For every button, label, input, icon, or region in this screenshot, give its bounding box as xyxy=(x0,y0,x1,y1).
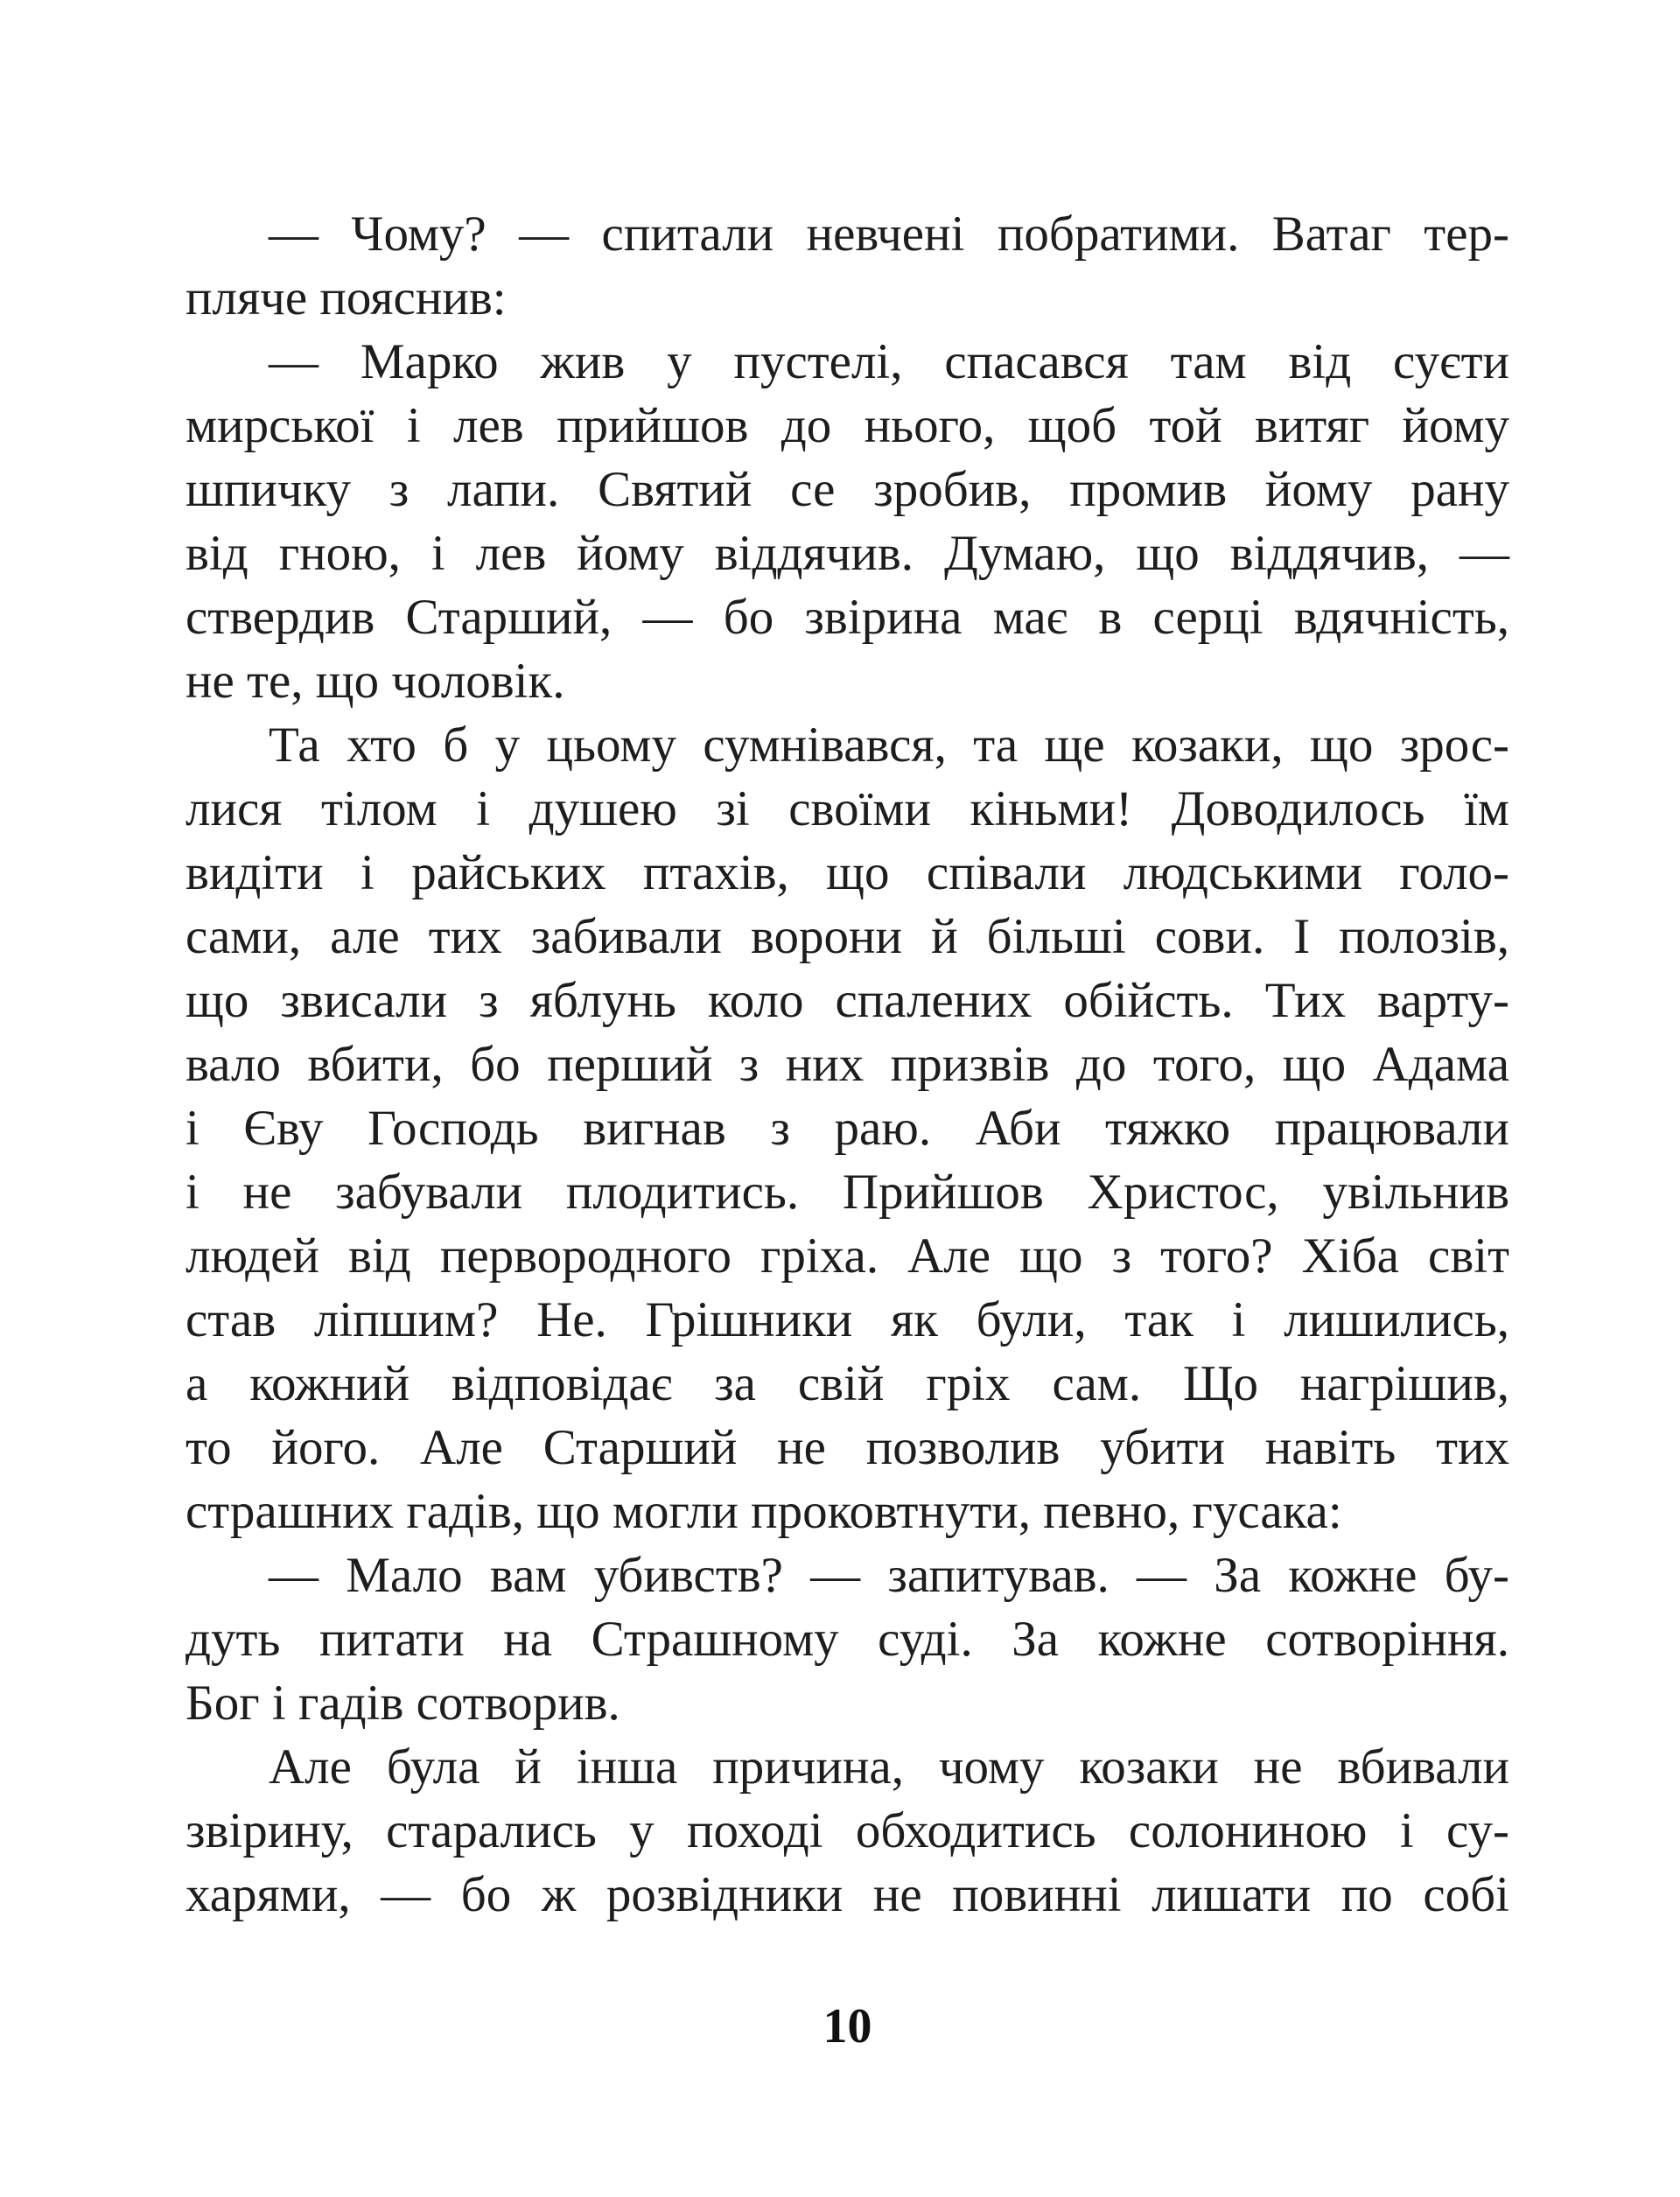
text-line: а кожний відповідає за свій гріх сам. Що нагрішив, xyxy=(186,1356,1509,1411)
text-line: то його. Але Старший не позволив убити навіть тих xyxy=(186,1420,1509,1475)
text-line: і не забували плодитись. Прийшов Христос, увільнив xyxy=(186,1165,1509,1220)
text-line: Але була й інша причина, чому козаки не вбивали xyxy=(269,1739,1509,1795)
text-line: звірину, старались у поході обходитись солониною і су- xyxy=(186,1803,1509,1858)
paragraph xyxy=(186,202,1509,330)
text-line: від гною, і лев йому віддячив. Думаю, що віддячив, — xyxy=(186,526,1509,581)
text-line: Та хто б у цьому сумнівався, та ще козаки, що зрос- xyxy=(269,717,1509,773)
text-line: — Мало вам убивств? — запитував. — За кожне бу- xyxy=(269,1548,1509,1603)
text-line: людей від первородного гріха. Але що з того? Хіба світ xyxy=(186,1228,1509,1284)
text-line: ствердив Старший, — бо звірина має в серці вдячність, xyxy=(186,590,1509,645)
body-text xyxy=(186,202,1509,1927)
text-line: дуть питати на Страшному суді. За кожне сотворіння. xyxy=(186,1612,1509,1667)
text-line: видіти і райських птахів, що співали людськими голо- xyxy=(186,845,1509,900)
text-line: страшних гадів, що могли проковтнути, певно, гусака: xyxy=(186,1484,1342,1539)
paragraph xyxy=(186,713,1509,1543)
text-line: що звисали з яблунь коло спалених обійсть. Тих варту- xyxy=(186,973,1509,1028)
text-line: не те, що чоловік. xyxy=(186,654,565,709)
text-line: вало вбити, бо перший з них призвів до того, що Адама xyxy=(186,1037,1509,1092)
page-footer xyxy=(186,1998,1509,2056)
text-line: лися тілом і душею зі своїми кіньми! Доводилось їм xyxy=(186,781,1509,836)
page-number: 10 xyxy=(822,1999,872,2054)
text-line: — Чому? — спитали невчені побратими. Ватаг тер- xyxy=(269,206,1509,262)
text-line: шпичку з лапи. Святий се зробив, промив йому рану xyxy=(186,462,1509,517)
text-line: сами, але тих забивали ворони й більші сови. І полозів, xyxy=(186,909,1509,964)
text-line: — Марко жив у пустелі, спасався там від суєти xyxy=(269,334,1509,389)
text-line: харями, — бо ж розвідники не повинні лишати по собі xyxy=(186,1867,1509,1922)
paragraph xyxy=(186,330,1509,713)
paragraph xyxy=(186,1543,1509,1735)
text-line: Бог і гадів сотворив. xyxy=(186,1676,620,1731)
paragraph xyxy=(186,1735,1509,1927)
text-line: мирської і лев прийшов до нього, щоб той витяг йому xyxy=(186,398,1509,453)
text-line: став ліпшим? Не. Грішники як були, так і лишились, xyxy=(186,1292,1509,1347)
text-line: пляче пояснив: xyxy=(186,270,507,325)
text-line: і Єву Господь вигнав з раю. Аби тяжко працювали xyxy=(186,1101,1509,1156)
